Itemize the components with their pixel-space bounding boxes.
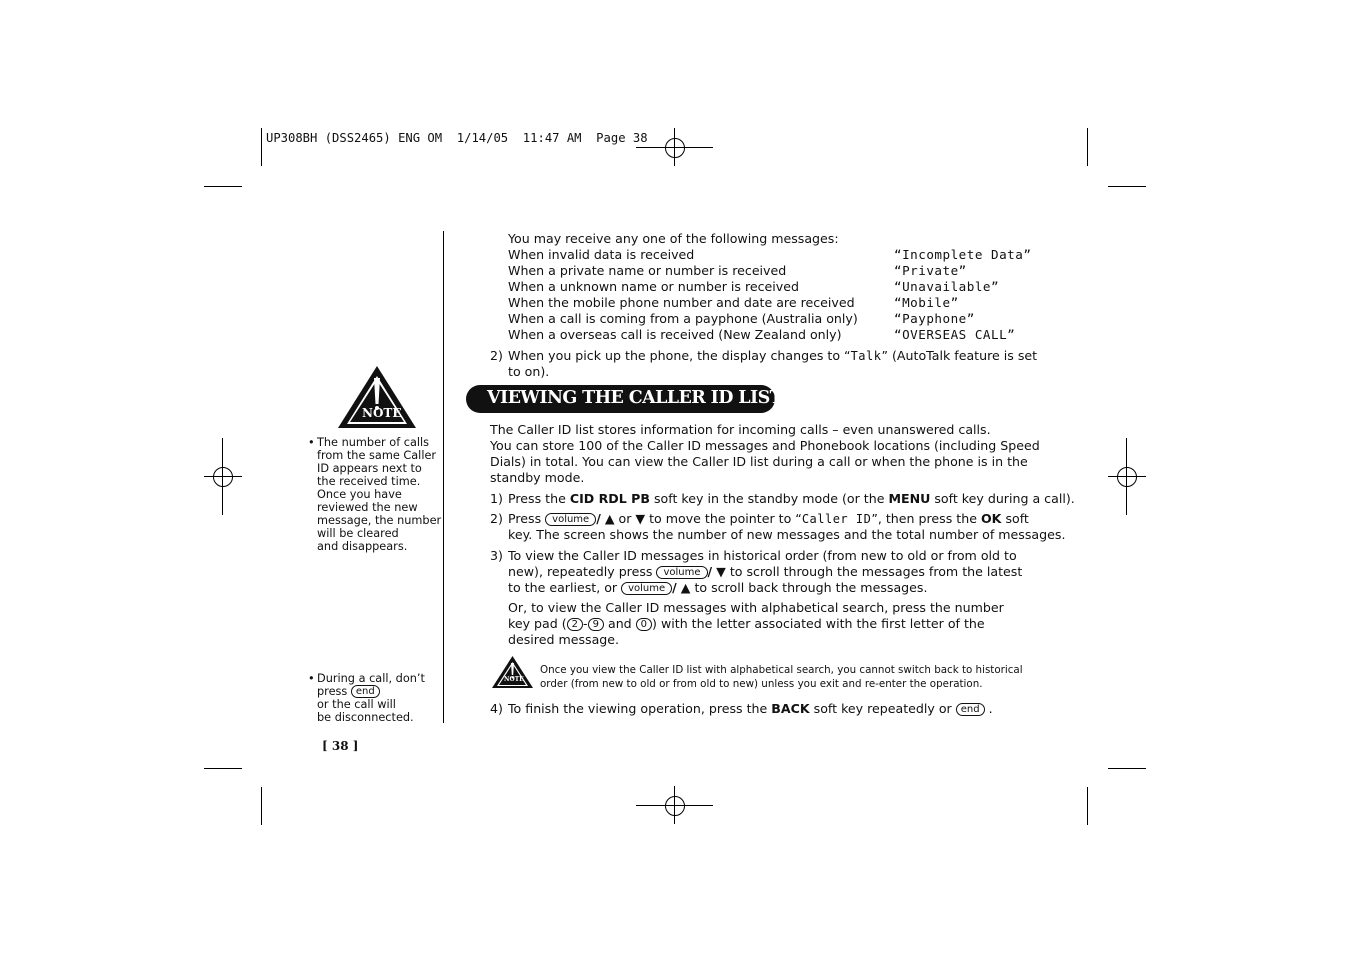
crop-mark [1087,787,1088,825]
message-display-text: “OVERSEAS CALL” [894,327,1016,342]
crop-mark [204,186,242,187]
ok-key: OK [980,511,1002,526]
message-display-text: “Mobile” [894,295,959,310]
message-condition: When a unknown name or number is received [508,279,799,294]
crop-mark [261,787,262,825]
message-condition: When a call is coming from a payphone (Australia only) [508,311,858,326]
side-note-line: The number of calls [317,436,430,449]
crop-mark [1108,186,1146,187]
side-note-line: and disappears. [317,540,408,553]
step-3: 3) [490,548,503,563]
cid-rdl-pb-key: CID RDL PB [569,491,650,506]
messages-intro: You may receive any one of the following messages: [508,231,839,246]
section-title: VIEWING THE CALLER ID LIST [487,388,783,408]
message-display-text: “Unavailable” [894,279,1000,294]
side-note-line: from the same Caller [317,449,437,462]
side-note-line: ID appears next to [317,462,422,475]
step-2-top: 2) [490,348,503,363]
column-divider [443,231,444,723]
side-note-line: message, the number [317,514,442,527]
lcd-text: Caller ID [801,512,872,526]
note-warning-icon [336,364,418,430]
message-condition: When a overseas call is received (New Zealand only) [508,327,842,342]
note-warning-icon [491,655,534,689]
inline-note: Once you view the Caller ID list with alphabetical search, you cannot switch back to historical order (from new to old or from old to new) unless you exit and re-enter the operation. [540,664,1023,690]
key-0: 0 [636,618,652,631]
menu-key: MENU [888,491,931,506]
message-condition: When invalid data is received [508,247,695,262]
crop-mark [204,768,242,769]
crop-mark [674,786,675,824]
intro-paragraph: The Caller ID list stores information for incoming calls – even unanswered calls. You can store 100 of the Caller ID messages and Phonebook locations (including Speed Dials) in total. You can view the Caller ID list during a call or when the phone is in the standby mode. [490,422,1040,485]
end-key: end [351,685,380,698]
crop-mark [204,476,242,477]
step-4: 4) [490,701,503,716]
message-display-text: “Incomplete Data” [894,247,1032,262]
back-key: BACK [771,701,810,716]
registration-mark [213,467,233,487]
key-9: 9 [588,618,604,631]
message-display-text: “Private” [894,263,967,278]
message-display-text: “Payphone” [894,311,975,326]
crop-mark [261,128,262,166]
lcd-text: Talk [850,349,882,363]
side-note-line: the received time. [317,475,421,488]
registration-mark [665,796,685,816]
print-slug: UP308BH (DSS2465) ENG OM 1/14/05 11:47 AM Page 38 [266,131,648,145]
registration-mark [1117,467,1137,487]
volume-key: volume [621,582,672,595]
key-2: 2 [567,618,583,631]
registration-mark [665,138,685,158]
end-key: end [956,703,985,716]
side-note-line: Once you have [317,488,402,501]
up-arrow-icon: ▲ [604,511,615,526]
crop-mark [222,438,223,515]
crop-mark [1126,438,1127,515]
page-number: [ 38 ] [322,739,359,753]
volume-key: volume [656,566,707,579]
down-arrow-icon: ▼ [635,511,646,526]
down-arrow-icon: ▼ [716,564,726,579]
section-banner [466,385,783,413]
message-condition: When the mobile phone number and date are received [508,295,855,310]
crop-mark [1108,768,1146,769]
crop-mark [1108,476,1146,477]
up-arrow-icon: ▲ [680,580,691,595]
step-2: 2) [490,511,503,526]
note-label: NOTE [362,406,402,420]
side-note-line: reviewed the new [317,501,418,514]
note-label: NOTE [504,676,524,683]
step-1: 1) [490,491,503,506]
side-note-line: will be cleared [317,527,399,540]
volume-key: volume [545,513,596,526]
message-condition: When a private name or number is received [508,263,787,278]
crop-mark [1087,128,1088,166]
crop-mark [674,128,675,166]
